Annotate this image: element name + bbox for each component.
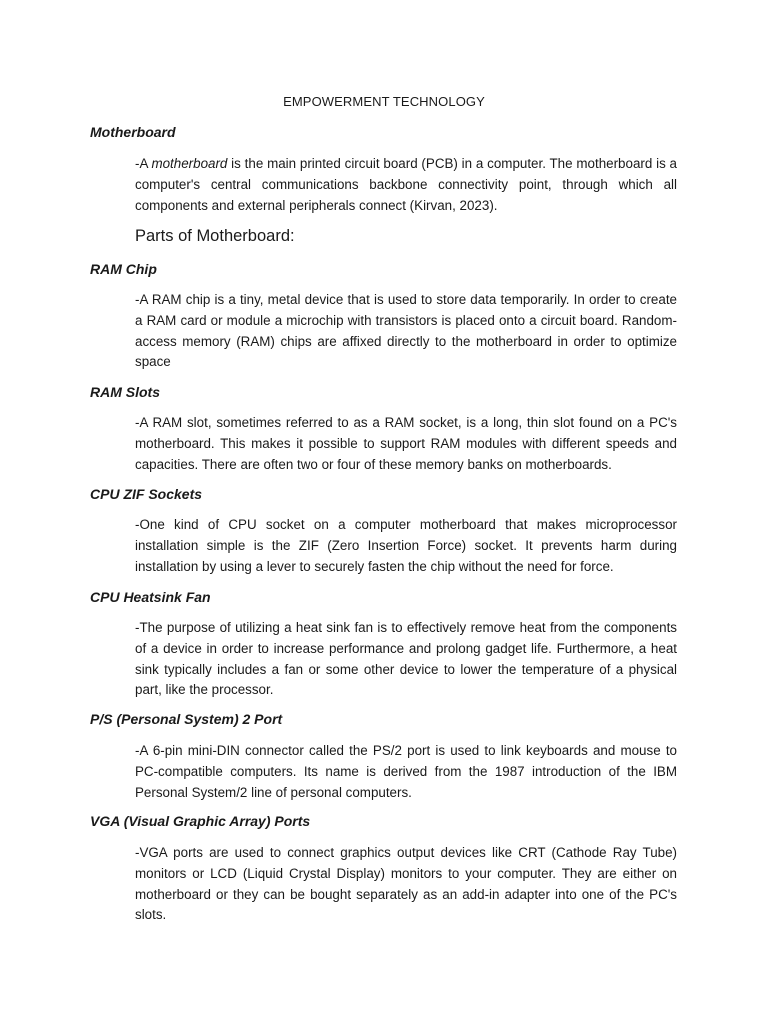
heading-ram-chip: RAM Chip (90, 261, 157, 277)
paragraph-motherboard (135, 154, 677, 216)
heading-cpu-zif-sockets: CPU ZIF Sockets (90, 486, 203, 502)
paragraph-ram-chip: -A RAM chip is a tiny, metal device that is used to store data temporarily. In order to create a RAM card or module a microchip with transistors is placed onto a circuit board. Random-access memory (RAM) chips are affixed directly to the motherboard in order to optimize space (135, 292, 677, 370)
document-title: EMPOWERMENT TECHNOLOGY (283, 94, 485, 109)
heading-cpu-heatsink-fan: CPU Heatsink Fan (90, 589, 211, 605)
paragraph-cpu-heatsink-fan: -The purpose of utilizing a heat sink fan is to effectively remove heat from the components of a device in order to increase performance and prolong gadget life. Furthermore, a heat sink typically includes a fan or some other device to lower the temperature of a physical part, like the processor. (135, 620, 677, 698)
heading-ps2-port: P/S (Personal System) 2 Port (90, 711, 283, 727)
heading-ram-slots: RAM Slots (90, 384, 160, 400)
heading-motherboard: Motherboard (90, 124, 176, 140)
paragraph-cpu-zif-sockets: -One kind of CPU socket on a computer motherboard that makes microprocessor installation simple is the ZIF (Zero Insertion Force) socket. It prevents harm during installation by using a lever to securely fasten the chip without the need for force. (135, 517, 677, 574)
paragraph-vga-ports: -VGA ports are used to connect graphics output devices like CRT (Cathode Ray Tube) monitors or LCD (Liquid Crystal Display) monitors to your computer. They are either on motherboard or they can be bought separately as an add-in adapter into one of the PC's slots. (135, 845, 677, 923)
paragraph-motherboard-emphasis: motherboard (151, 156, 228, 171)
paragraph-ps2-port: -A 6-pin mini-DIN connector called the PS/2 port is used to link keyboards and mouse to PC-compatible computers. Its name is derived from the 1987 introduction of the IBM Personal System/2 line of personal computers. (135, 743, 677, 800)
parts-of-motherboard-title: Parts of Motherboard: (135, 227, 295, 245)
paragraph-motherboard-prefix: -A (135, 156, 152, 171)
paragraph-ram-slots: -A RAM slot, sometimes referred to as a RAM socket, is a long, thin slot found on a PC's motherboard. This makes it possible to support RAM modules with different speeds and capacities. There are often two or four of these memory banks on motherboards. (135, 415, 677, 472)
heading-vga-ports: VGA (Visual Graphic Array) Ports (90, 813, 311, 829)
paragraph-motherboard-body: is the main printed circuit board (PCB) in a computer. The motherboard is a computer's central communications backbone connectivity point, through which all components and external peripherals connect (Kirvan, 2023). (135, 156, 678, 213)
